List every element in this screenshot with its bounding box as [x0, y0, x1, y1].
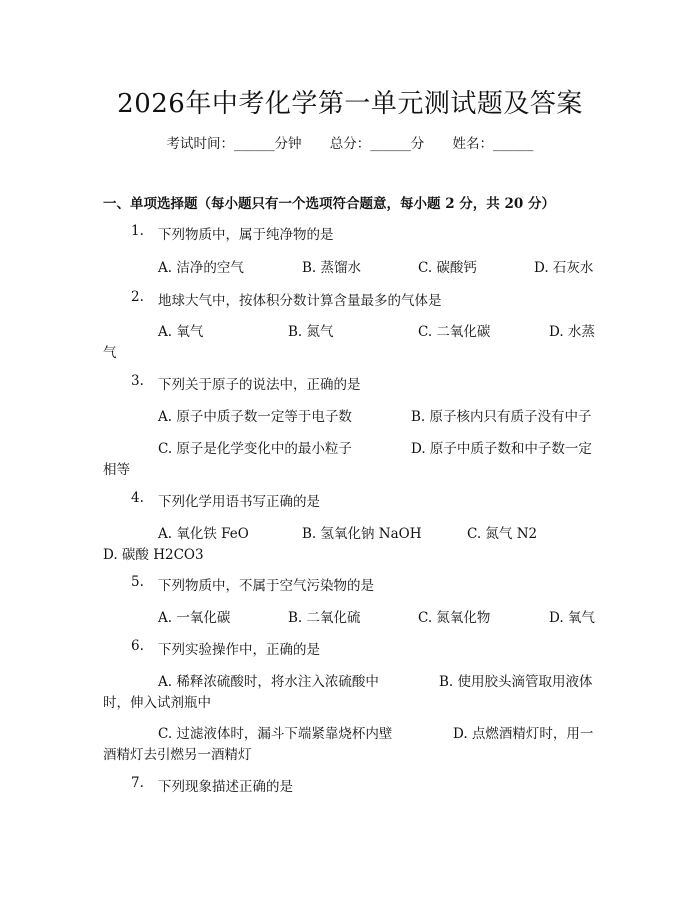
option-a: A. 稀释浓硫酸时，将水注入浓硫酸中 [158, 674, 379, 690]
option-b: B. 氮气 [288, 324, 334, 340]
option-b: B. 氢氧化钠 NaOH [302, 526, 422, 542]
option-d: D. 氧气 [549, 610, 595, 626]
question-number: 4. [131, 490, 144, 506]
option-wrap: 相等 [103, 462, 130, 478]
option-a: A. 氧气 [158, 324, 204, 340]
option-b: B. 原子核内只有质子没有中子 [411, 409, 592, 425]
question-stem: 下列物质中，属于纯净物的是 [158, 227, 334, 243]
question-number: 5. [131, 574, 144, 590]
question-number: 6. [131, 638, 144, 654]
option-c: C. 氮气 N2 [467, 526, 538, 542]
option-c: C. 过滤液体时，漏斗下端紧靠烧杯内壁 [158, 726, 393, 742]
option-a: A. 氧化铁 FeO [158, 526, 249, 542]
question-stem: 地球大气中，按体积分数计算含量最多的气体是 [158, 293, 442, 309]
option-c: C. 氮氧化物 [418, 610, 491, 626]
option-c: C. 碳酸钙 [418, 260, 477, 276]
exam-time: 考试时间：______分钟 [166, 136, 302, 152]
question-number: 1. [131, 223, 144, 239]
option-a: A. 原子中质子数一定等于电子数 [158, 409, 352, 425]
option-wrap: 酒精灯去引燃另一酒精灯 [103, 747, 252, 763]
option-a: A. 一氧化碳 [158, 610, 231, 626]
question-stem: 下列物质中，不属于空气污染物的是 [158, 578, 374, 594]
option-d: D. 原子中质子数和中子数一定 [411, 441, 592, 457]
option-d: D. 石灰水 [534, 260, 594, 276]
student-name: 姓名：______ [452, 136, 534, 152]
option-d: D. 水蒸 [549, 324, 595, 340]
option-wrap: 时，伸入试剂瓶中 [103, 695, 211, 711]
option-b: B. 二氧化硫 [288, 610, 361, 626]
question-stem: 下列化学用语书写正确的是 [158, 494, 320, 510]
option-b: B. 使用胶头滴管取用液体 [439, 674, 593, 690]
option-d: D. 碳酸 H2CO3 [103, 547, 204, 563]
option-c: C. 二氧化碳 [418, 324, 491, 340]
exam-score: 总分：______分 [329, 136, 425, 152]
option-c: C. 原子是化学变化中的最小粒子 [158, 441, 352, 457]
question-number: 7. [131, 775, 144, 791]
question-stem: 下列现象描述正确的是 [158, 779, 293, 795]
option-d: D. 点燃酒精灯时，用一 [453, 726, 594, 742]
section-heading: 一、单项选择题（每小题只有一个选项符合题意，每小题 2 分，共 20 分） [103, 196, 555, 212]
option-wrap: 气 [103, 345, 117, 361]
question-number: 2. [131, 289, 144, 305]
question-stem: 下列关于原子的说法中，正确的是 [158, 377, 361, 393]
question-number: 3. [131, 373, 144, 389]
page-title: 2026年中考化学第一单元测试题及答案 [117, 89, 583, 119]
exam-meta [0, 132, 700, 152]
option-a: A. 洁净的空气 [158, 260, 244, 276]
option-b: B. 蒸馏水 [302, 260, 362, 276]
question-stem: 下列实验操作中，正确的是 [158, 642, 320, 658]
